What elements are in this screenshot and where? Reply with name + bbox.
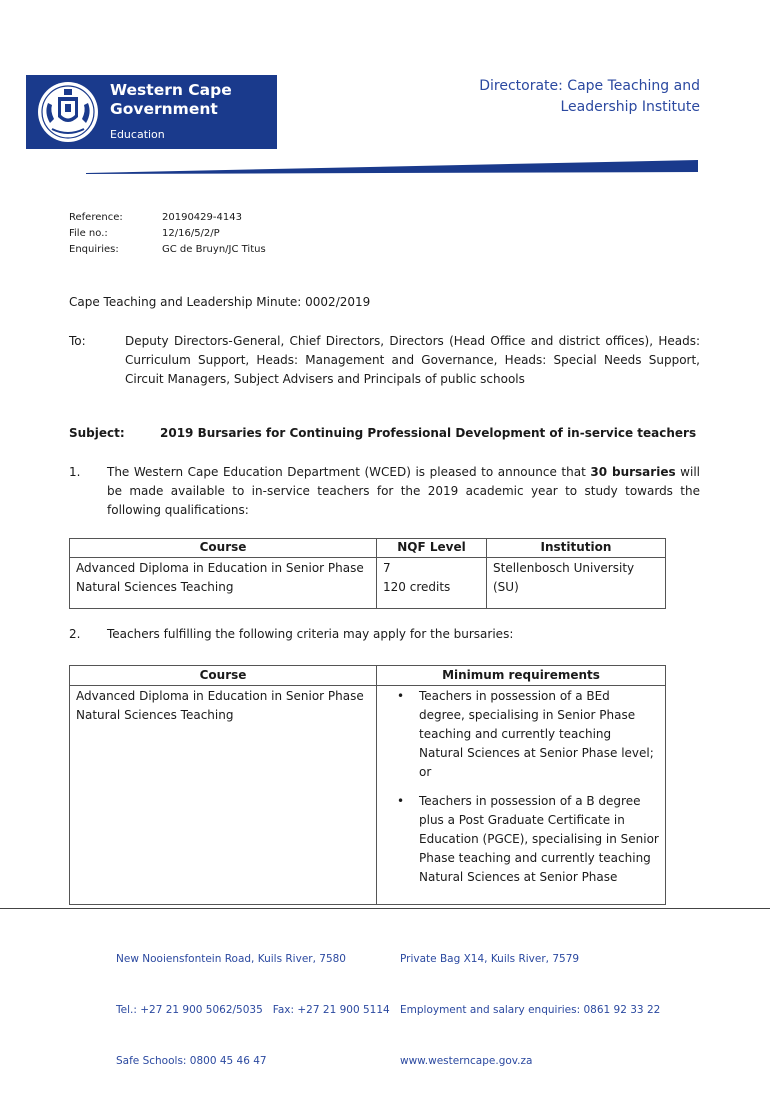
meta-row: Reference: 20190429-4143 <box>69 212 242 223</box>
requirements-table <box>69 665 666 905</box>
page-footer <box>0 908 770 1067</box>
list-item: • Teachers in possession of a BEd degree, specialising in Senior Phase teaching and currently teaching Natural Sciences at Senior Phase level; or <box>397 689 654 779</box>
meta-row: Enquiries: GC de Bruyn/JC Titus <box>69 244 266 255</box>
table-row: Advanced Diploma in Education in Senior Phase Natural Sciences Teaching 7 120 credits Stellenbosch University (SU) <box>70 558 666 609</box>
list-item: • Teachers in possession of a B degree plus a Post Graduate Certificate in Education (PGCE), specialising in Senior Phase teaching and currently teaching Natural Sciences at Senior Phase <box>397 794 659 884</box>
wcg-logo <box>26 75 277 149</box>
table-header-row: Course Minimum requirements <box>70 666 666 686</box>
website-link[interactable]: www.westerncape.gov.za <box>400 1055 533 1067</box>
to-recipients: Deputy Directors-General, Chief Directors, Directors (Head Office and district offices), Heads: Curriculum Support, Heads: Management and Governance, Heads: Special Needs Support, Circuit Managers, Subject Advisers and Principals of public schools <box>125 334 700 386</box>
footer-contact: Private Bag X14, Kuils River, 7579 Employment and salary enquiries: 0861 92 33 22 www.westerncape.gov.za <box>400 917 660 1104</box>
paragraph-2: 2. Teachers fulfilling the following criteria may apply for the bursaries: <box>69 627 514 641</box>
coat-of-arms-icon <box>30 79 106 145</box>
meta-row: File no.: 12/16/5/2/P <box>69 228 220 239</box>
directorate-title: Directorate: Cape Teaching and Leadership Institute <box>479 78 700 115</box>
requirements-list <box>383 687 659 887</box>
subject-line <box>69 426 696 440</box>
table-row: Advanced Diploma in Education in Senior Phase Natural Sciences Teaching • Teachers in possession of a BEd degree, specialising in Senior Phase teaching and currently teaching Natural Sciences at Senior Phase level; or • Teachers in possession of a B degree plus a Post Graduate Certificate in Education (PGCE), specialising in Senior Phase teaching and currently teaching Natural Sciences at Senior Phase <box>70 686 666 905</box>
table-header-row: Course NQF Level Institution <box>70 539 666 558</box>
to-block <box>69 332 700 389</box>
paragraph-1: 1. The Western Cape Education Department (WCED) is pleased to announce that 30 bursaries will be made available to in-service teachers for the 2019 academic year to study towards the following qualifications: <box>69 465 700 517</box>
subject-label: Subject: <box>69 426 125 440</box>
reference-block <box>69 210 266 258</box>
minute-title: Cape Teaching and Leadership Minute: 0002/2019 <box>69 295 371 309</box>
footer-address: New Nooiensfontein Road, Kuils River, 7580 Tel.: +27 21 900 5062/5035 Fax: +27 21 900 5114 Safe Schools: 0800 45 46 47 <box>116 953 390 1067</box>
subject-text: 2019 Bursaries for Continuing Professional Development of in-service teachers <box>160 426 697 440</box>
logo-title: Western Cape Government <box>110 81 232 118</box>
to-label: To: <box>69 334 86 348</box>
qualifications-table <box>69 538 666 609</box>
header-divider-swoosh <box>86 158 698 174</box>
logo-subtitle: Education <box>110 128 165 141</box>
